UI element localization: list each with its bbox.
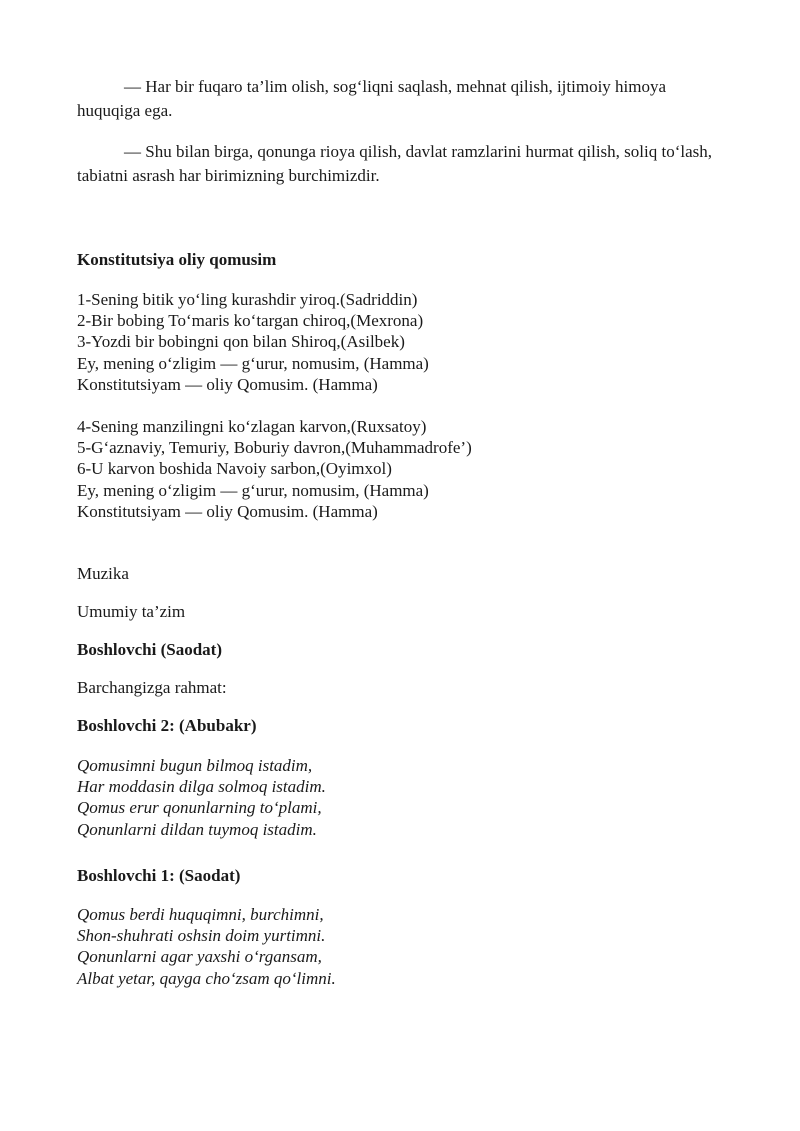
poem-stanza-1 xyxy=(77,289,727,395)
poem-line: 4-Sening manzilingni ko‘zlagan karvon,(Ruxsatoy) xyxy=(77,417,427,436)
host-2-heading: Boshlovchi 2: (Abubakr) xyxy=(77,716,257,735)
verse-line: Qomus berdi huquqimni, burchimni, xyxy=(77,905,324,924)
host-saodat-heading: Boshlovchi (Saodat) xyxy=(77,640,222,659)
bow-note: Umumiy ta’zim xyxy=(77,602,186,621)
poem-line: 2-Bir bobing To‘maris ko‘targan chiroq,(Mexrona) xyxy=(77,311,424,331)
verse-line: Har moddasin dilga solmoq istadim. xyxy=(77,777,326,797)
verse-line: Qonunlarni agar yaxshi o‘rgansam, xyxy=(77,947,322,967)
verse-saodat xyxy=(77,904,727,989)
poem-line: 5-G‘aznaviy, Temuriy, Boburiy davron,(Muhammadrofe’) xyxy=(77,438,472,458)
poem-line: Ey, mening o‘zligim — g‘urur, nomusim, (Hamma) xyxy=(77,480,429,500)
poem-stanza-2 xyxy=(77,416,727,522)
poem-line: 6-U karvon boshida Navoiy sarbon,(Oyimxol) xyxy=(77,459,392,479)
poem-line: 3-Yozdi bir bobingni qon bilan Shiroq,(Asilbek) xyxy=(77,332,405,352)
verse-line: Albat yetar, qayga cho‘zsam qo‘limni. xyxy=(77,968,336,988)
paragraph-rights: — Har bir fuqaro ta’lim olish, sog‘liqni saqlash, mehnat qilish, ijtimoiy himoya huquqiga ega. xyxy=(77,77,667,120)
verse-line: Qonunlarni dildan tuymoq istadim. xyxy=(77,819,317,839)
thanks-text: Barchangizga rahmat: xyxy=(77,678,227,697)
poem-line: 1-Sening bitik yo‘ling kurashdir yiroq.(Sadriddin) xyxy=(77,290,418,309)
music-note: Muzika xyxy=(77,564,129,583)
verse-line: Qomus erur qonunlarning to‘plami, xyxy=(77,798,322,818)
poem-title: Konstitutsiya oliy qomusim xyxy=(77,250,277,269)
verse-line: Qomusimni bugun bilmoq istadim, xyxy=(77,756,313,775)
host-1-heading: Boshlovchi 1: (Saodat) xyxy=(77,866,241,885)
poem-line: Konstitutsiyam — oliy Qomusim. (Hamma) xyxy=(77,374,378,394)
verse-abubakr xyxy=(77,755,727,840)
poem-line: Konstitutsiyam — oliy Qomusim. (Hamma) xyxy=(77,501,378,521)
poem-line: Ey, mening o‘zligim — g‘urur, nomusim, (Hamma) xyxy=(77,353,429,373)
paragraph-duties: — Shu bilan birga, qonunga rioya qilish, davlat ramzlarini hurmat qilish, soliq to‘lash, tabiatni asrash har birimizning burchimizdir. xyxy=(77,142,712,185)
verse-line: Shon-shuhrati oshsin doim yurtimni. xyxy=(77,926,326,946)
